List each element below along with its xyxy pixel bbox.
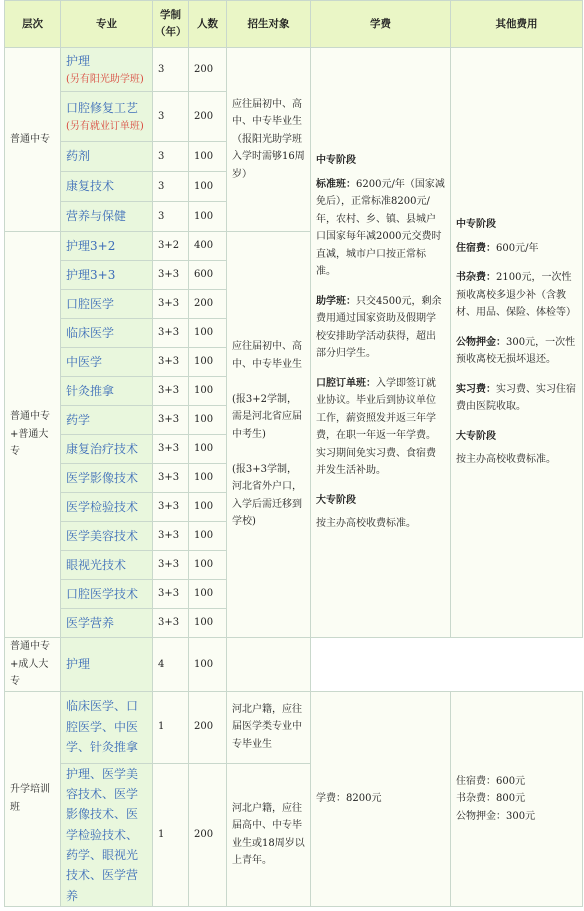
other-lodging-label: 住宿费： <box>456 242 496 254</box>
major-cell[interactable]: 临床医学 <box>61 319 153 348</box>
major-cell[interactable]: 药学 <box>61 406 153 435</box>
other-intern-text: 实习费、实习住宿费由医院收取。 <box>456 383 576 413</box>
major-cell[interactable]: 药剂 <box>61 142 153 172</box>
years-cell: 3 <box>153 172 189 202</box>
quota-cell: 200 <box>189 763 227 907</box>
quota-cell: 100 <box>189 142 227 172</box>
years-cell: 3+3 <box>153 319 189 348</box>
quota-cell: 100 <box>189 377 227 406</box>
years-cell: 3+3 <box>153 261 189 290</box>
major-link[interactable]: 口腔修复工艺 <box>66 101 139 116</box>
other-stage2-text: 按主办高校收费标准。 <box>456 454 556 466</box>
header-tuition: 学费 <box>311 1 451 48</box>
major-cell[interactable]: 护理、医学美容技术、医学影像技术、医学检验技术、药学、眼视光技术、医学营养 <box>61 763 153 907</box>
other-lodging-text: 600元/年 <box>496 242 539 254</box>
header-target: 招生对象 <box>227 1 311 48</box>
years-cell: 3+3 <box>153 377 189 406</box>
tuition-stage2-text: 按主办高校收费标准。 <box>316 518 416 530</box>
header-row <box>5 1 583 48</box>
header-years <box>153 1 189 48</box>
other-line: 公物押金：300元 <box>456 810 536 822</box>
major-cell[interactable]: 营养与保健 <box>61 202 153 232</box>
header-quota: 人数 <box>189 1 227 48</box>
quota-cell: 200 <box>189 48 227 92</box>
admissions-table <box>4 0 583 907</box>
quota-cell: 600 <box>189 261 227 290</box>
quota-cell: 200 <box>189 691 227 763</box>
quota-cell: 200 <box>189 290 227 319</box>
years-cell: 3+3 <box>153 609 189 638</box>
years-cell: 3+3 <box>153 290 189 319</box>
target-text-3: (报3+3学制，河北省外户口，入学后需迁移到学校) <box>232 463 302 528</box>
years-cell: 3+3 <box>153 580 189 609</box>
years-cell: 3 <box>153 48 189 92</box>
other-books-text: 2100元，一次性预收离校多退少补（含教材、用品、保险、体检等） <box>456 272 576 319</box>
years-cell: 1 <box>153 763 189 907</box>
years-cell: 3+3 <box>153 435 189 464</box>
other-intern <box>456 381 577 416</box>
major-cell[interactable]: 医学营养 <box>61 609 153 638</box>
target-cell: 河北户籍，应往届医学类专业中专毕业生 <box>227 691 311 763</box>
other-fee-cell <box>451 691 583 907</box>
years-cell: 3+3 <box>153 406 189 435</box>
target-cell: 河北户籍，应往届高中、中专毕业生或18周岁以上青年。 <box>227 763 311 907</box>
header-major: 专业 <box>61 1 153 48</box>
other-deposit-label: 公物押金： <box>456 336 506 348</box>
tuition-cell <box>311 48 451 638</box>
major-cell[interactable]: 临床医学、口腔医学、中医学、针灸推拿 <box>61 691 153 763</box>
major-cell[interactable]: 护理3+2 <box>61 232 153 261</box>
tuition-aid-label: 助学班： <box>316 295 356 307</box>
quota-cell: 100 <box>189 172 227 202</box>
years-cell: 1 <box>153 691 189 763</box>
level-cell: 普通中专 <box>5 48 61 232</box>
quota-cell: 100 <box>189 551 227 580</box>
other-stage2-title: 大专阶段 <box>456 430 496 442</box>
other-deposit <box>456 334 577 369</box>
major-note: (另有阳光助学班) <box>66 73 144 85</box>
other-intern-label: 实习费： <box>456 383 496 395</box>
quota-cell: 100 <box>189 406 227 435</box>
tuition-aid-text: 只交4500元，剩余费用通过国家资助及假期学校安排助学活动获得，超出部分归学生。 <box>316 295 442 360</box>
major-cell[interactable]: 护理 <box>61 638 153 692</box>
quota-cell: 100 <box>189 493 227 522</box>
header-other: 其他费用 <box>451 1 583 48</box>
quota-cell: 100 <box>189 202 227 232</box>
major-cell[interactable]: 护理3+3 <box>61 261 153 290</box>
table-row <box>5 638 583 692</box>
major-cell[interactable]: 眼视光技术 <box>61 551 153 580</box>
other-lodging <box>456 240 577 258</box>
years-cell: 3+3 <box>153 551 189 580</box>
major-cell[interactable]: 针灸推拿 <box>61 377 153 406</box>
header-years-label: 学制 <box>160 9 181 22</box>
table-row <box>5 691 583 763</box>
quota-cell: 200 <box>189 92 227 142</box>
years-cell: 3+2 <box>153 232 189 261</box>
other-deposit-text: 300元，一次性预收离校无损坏退还。 <box>456 336 576 366</box>
years-cell: 3+3 <box>153 464 189 493</box>
major-cell[interactable]: 医学美容技术 <box>61 522 153 551</box>
years-cell: 4 <box>153 638 189 692</box>
years-cell: 3+3 <box>153 522 189 551</box>
table-row <box>5 48 583 92</box>
major-cell[interactable]: 医学检验技术 <box>61 493 153 522</box>
quota-cell: 100 <box>189 435 227 464</box>
major-cell[interactable]: 康复治疗技术 <box>61 435 153 464</box>
quota-cell: 100 <box>189 319 227 348</box>
major-cell[interactable] <box>61 92 153 142</box>
major-link[interactable]: 护理 <box>66 54 91 69</box>
major-cell[interactable]: 医学影像技术 <box>61 464 153 493</box>
level-cell: 普通中专+普通大专 <box>5 232 61 638</box>
other-fee-cell <box>451 48 583 638</box>
quota-cell: 100 <box>189 522 227 551</box>
quota-cell: 100 <box>189 609 227 638</box>
major-cell[interactable] <box>61 48 153 92</box>
quota-cell: 100 <box>189 464 227 493</box>
quota-cell: 100 <box>189 348 227 377</box>
tuition-standard-text: 6200元/年（国家减免后），正常标准8200元/年，农村、乡、镇、县城户口国家每年减2000元交费时直减，城市户口按正常标准。 <box>316 178 445 278</box>
target-text-2: (报3+2学制，需是河北省应届中考生) <box>232 393 302 440</box>
quota-cell: 100 <box>189 580 227 609</box>
header-years-unit: （年） <box>155 26 187 38</box>
other-stage1-title: 中专阶段 <box>456 219 496 231</box>
tuition-cell: 学费：8200元 <box>311 691 451 907</box>
level-cell: 升学培训班 <box>5 691 61 907</box>
years-cell: 3+3 <box>153 348 189 377</box>
tuition-order <box>316 375 445 480</box>
major-cell[interactable]: 康复技术 <box>61 172 153 202</box>
tuition-order-text: 入学即签订就业协议。毕业后到协议单位工作，薪资照发并返三年学费，在职一年返一年学费。实习期间免实习费、食宿费并发生活补助。 <box>316 377 436 477</box>
target-cell <box>227 638 311 692</box>
quota-cell: 100 <box>189 638 227 692</box>
tuition-stage2-title: 大专阶段 <box>316 494 356 506</box>
tuition-standard <box>316 176 445 281</box>
years-cell: 3 <box>153 92 189 142</box>
quota-cell: 400 <box>189 232 227 261</box>
other-books <box>456 269 577 322</box>
other-books-label: 书杂费： <box>456 272 496 284</box>
tuition-aid <box>316 293 445 363</box>
header-level: 层次 <box>5 1 61 48</box>
target-cell: 应往届初中、高中、中专毕业生（报阳光助学班入学时需够16周岁） <box>227 48 311 232</box>
tuition-stage1-title: 中专阶段 <box>316 155 356 167</box>
target-cell <box>227 232 311 638</box>
target-text-1: 应往届初中、高中、中专毕业生 <box>232 341 302 370</box>
tuition-order-label: 口腔订单班： <box>316 377 376 389</box>
years-cell: 3 <box>153 142 189 172</box>
major-cell[interactable]: 中医学 <box>61 348 153 377</box>
years-cell: 3+3 <box>153 493 189 522</box>
major-cell[interactable]: 口腔医学技术 <box>61 580 153 609</box>
years-cell: 3 <box>153 202 189 232</box>
level-cell: 普通中专+成人大专 <box>5 638 61 692</box>
major-note: (另有就业订单班) <box>66 120 144 132</box>
tuition-standard-label: 标准班： <box>316 178 356 190</box>
other-line: 书杂费：800元 <box>456 793 526 805</box>
other-line: 住宿费：600元 <box>456 775 526 787</box>
major-cell[interactable]: 口腔医学 <box>61 290 153 319</box>
